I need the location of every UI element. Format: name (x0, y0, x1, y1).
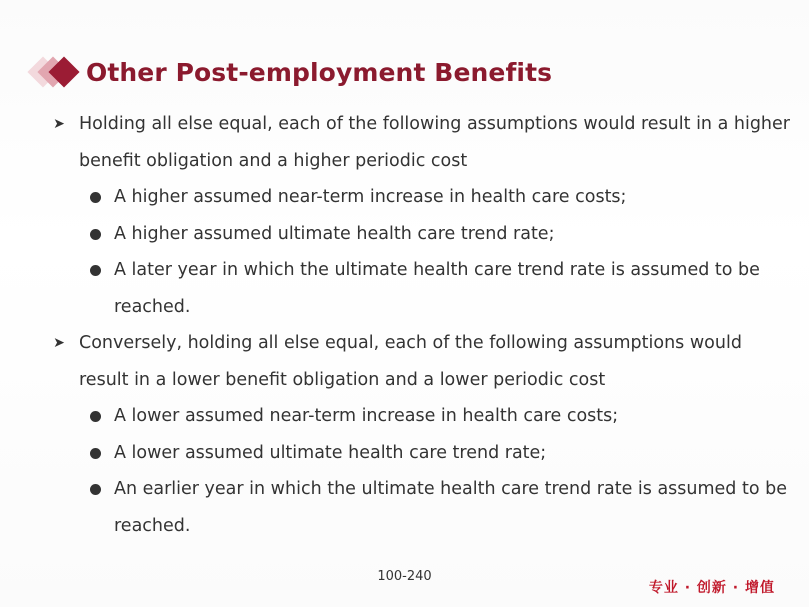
arrow-bullet-icon: ➤ (53, 335, 65, 351)
slide-body (50, 106, 790, 544)
sub-bullet (50, 435, 790, 472)
dot-bullet-icon (90, 265, 101, 276)
bullet-point-2 (50, 325, 790, 398)
sub-bullet-text: A higher assumed ultimate health care trend rate; (114, 223, 555, 244)
sub-bullet-text: A higher assumed near-term increase in health care costs; (114, 187, 627, 207)
page-number: 100-240 (377, 569, 432, 584)
arrow-bullet-icon: ➤ (53, 116, 65, 132)
dot-bullet-icon (90, 448, 101, 459)
sub-bullet (50, 252, 790, 325)
sub-bullet (50, 216, 790, 253)
brand-slogan: 专业 · 创新 · 增值 (648, 580, 775, 596)
diamond-icon (24, 52, 84, 92)
sub-bullet-text: A lower assumed near-term increase in health care costs; (114, 406, 619, 426)
sub-bullet (50, 179, 790, 216)
slide-title: Other Post-employment Benefits (86, 57, 553, 87)
bullet-point-text: Conversely, holding all else equal, each of the following assumptions would result in a lower benefit obligation and a lower periodic cost (79, 333, 742, 390)
title-bar (24, 52, 552, 92)
sub-bullet-text: A later year in which the ultimate health care trend rate is assumed to be reached. (114, 260, 760, 317)
sub-bullet (50, 398, 790, 435)
bullet-point-text: Holding all else equal, each of the following assumptions would result in a higher benefit obligation and a higher periodic cost (79, 114, 790, 171)
sub-bullet-text: An earlier year in which the ultimate health care trend rate is assumed to be reached. (114, 479, 787, 536)
dot-bullet-icon (90, 192, 101, 203)
dot-bullet-icon (90, 229, 101, 240)
dot-bullet-icon (90, 484, 101, 495)
dot-bullet-icon (90, 411, 101, 422)
bullet-point-1 (50, 106, 790, 179)
sub-bullet-text: A lower assumed ultimate health care trend rate; (114, 442, 547, 463)
sub-bullet (50, 471, 790, 544)
